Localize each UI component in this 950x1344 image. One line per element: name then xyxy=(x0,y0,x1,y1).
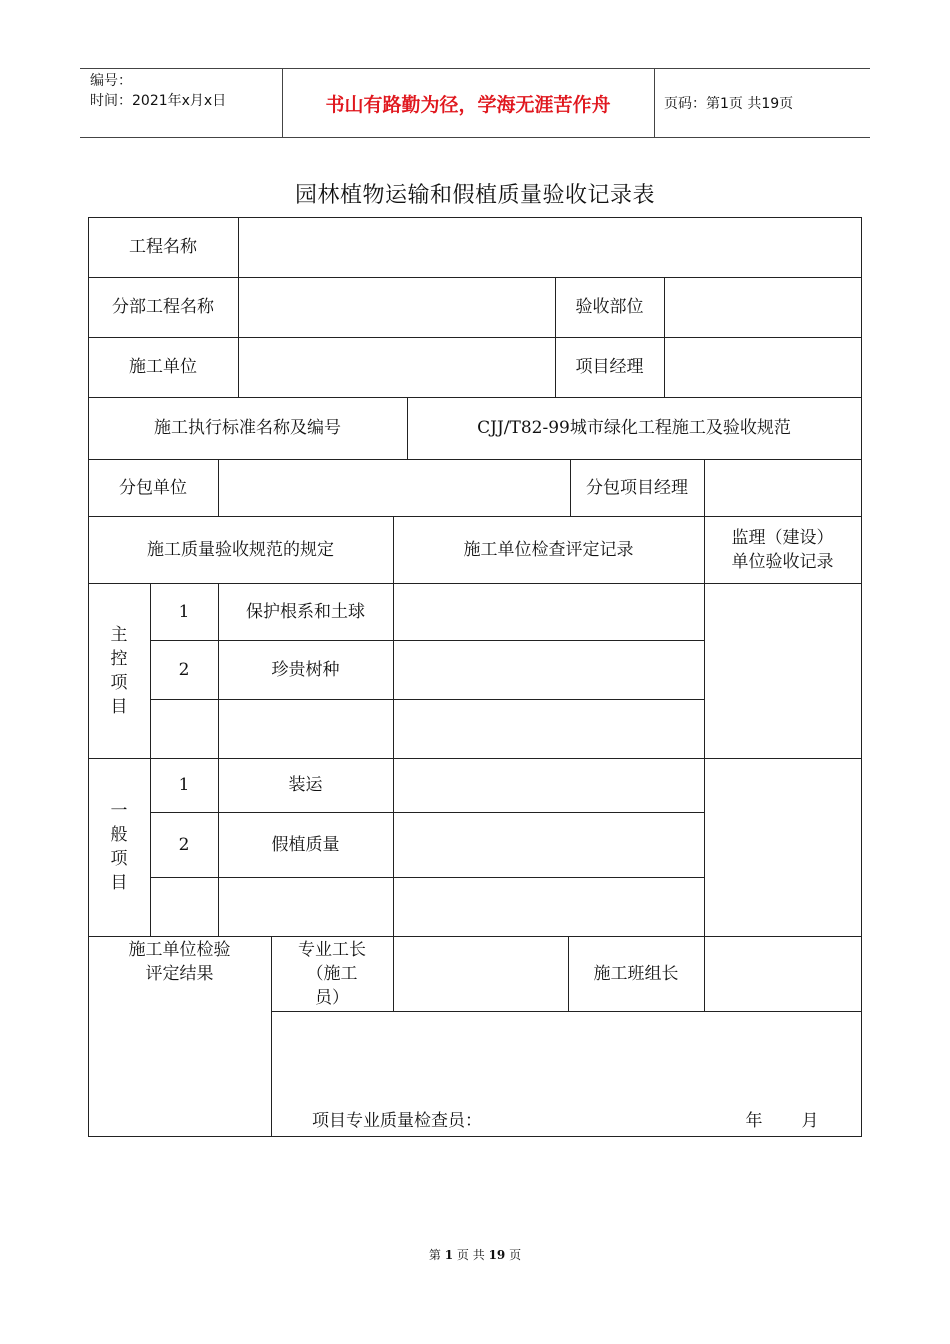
main-item-number: 1 xyxy=(178,601,190,622)
time-label: 时间：2021年x月x日 xyxy=(90,93,227,109)
h-line xyxy=(88,1136,862,1137)
footer-suffix: 页 xyxy=(509,1248,522,1262)
subcontract-unit-field[interactable] xyxy=(219,460,570,516)
general-item-record-field[interactable] xyxy=(394,878,704,936)
team-leader-field[interactable] xyxy=(705,937,861,1011)
group-char: 目 xyxy=(110,696,128,717)
subcontract-manager-label: 分包项目经理 xyxy=(586,477,688,498)
foreman-label xyxy=(271,936,393,1011)
general-item-number: 2 xyxy=(178,834,190,855)
project-manager-field[interactable] xyxy=(665,338,861,397)
subproject-label: 分部工程名称 xyxy=(112,297,214,317)
motto: 书山有路勤为径，学海无涯苦作舟 xyxy=(325,93,611,116)
main-control-group-label xyxy=(88,583,150,758)
general-group-label xyxy=(88,758,150,936)
supervision-header-line2: 单位验收记录 xyxy=(731,551,834,572)
footer-total: 19 xyxy=(488,1248,506,1262)
header-meta xyxy=(90,71,226,111)
general-item-record-field[interactable] xyxy=(394,813,704,877)
project-name-field[interactable] xyxy=(239,218,861,277)
team-leader-label: 施工班组长 xyxy=(593,963,679,984)
acceptance-part-label: 验收部位 xyxy=(575,297,644,317)
standard-label: 施工执行标准名称及编号 xyxy=(154,418,341,438)
main-item-name: 珍贵树种 xyxy=(271,659,340,680)
result-label xyxy=(88,936,271,990)
supervision-header-line1: 监理（建设） xyxy=(731,527,834,548)
subproject-field[interactable] xyxy=(239,278,555,337)
general-item-record-field[interactable] xyxy=(394,759,704,812)
result-comment-field[interactable] xyxy=(272,1012,861,1104)
group-char: 项 xyxy=(110,672,128,693)
spec-header: 施工质量验收规范的规定 xyxy=(147,539,334,560)
group-char: 项 xyxy=(110,849,128,869)
group-char: 目 xyxy=(110,873,128,893)
number-label: 编号： xyxy=(90,73,132,89)
foreman-line1: 专业工长 xyxy=(298,939,366,960)
main-item-number: 2 xyxy=(178,659,190,680)
main-item-record-field[interactable] xyxy=(394,700,704,758)
page-footer xyxy=(0,1246,950,1263)
project-manager-label: 项目经理 xyxy=(575,357,644,377)
month-label: 月 xyxy=(801,1111,819,1131)
foreman-line3: 员） xyxy=(315,987,349,1008)
group-char: 一 xyxy=(110,801,128,821)
construction-unit-label: 施工单位 xyxy=(129,357,197,377)
form-title: 园林植物运输和假植质量验收记录表 xyxy=(294,183,655,208)
supervision-header xyxy=(704,516,861,583)
result-label-line2: 评定结果 xyxy=(145,964,214,984)
general-item-name: 假植质量 xyxy=(271,834,340,855)
inspector-label: 项目专业质量检查员： xyxy=(312,1111,482,1131)
check-record-header: 施工单位检查评定记录 xyxy=(463,539,634,560)
general-supervision-field[interactable] xyxy=(705,759,861,936)
main-item-record-field[interactable] xyxy=(394,641,704,699)
main-supervision-field[interactable] xyxy=(705,584,861,758)
footer-prefix: 第 xyxy=(428,1248,441,1262)
footer-mid: 页 共 xyxy=(456,1248,485,1262)
acceptance-part-field[interactable] xyxy=(665,278,861,337)
main-item-name: 保护根系和土球 xyxy=(246,601,365,622)
foreman-line2: （施工 xyxy=(306,963,358,984)
subcontract-manager-field[interactable] xyxy=(705,460,861,516)
group-char: 主 xyxy=(110,624,128,645)
foreman-field[interactable] xyxy=(394,937,568,1011)
year-label: 年 xyxy=(745,1111,763,1131)
general-item-name: 装运 xyxy=(288,775,323,795)
group-char: 控 xyxy=(110,648,128,669)
header-divider xyxy=(654,69,655,137)
subcontract-unit-label: 分包单位 xyxy=(119,477,187,498)
document-header xyxy=(80,68,870,138)
page-info: 页码：第1页 共19页 xyxy=(664,96,794,112)
standard-value: CJJ/T82-99城市绿化工程施工及验收规范 xyxy=(477,418,791,438)
main-item-record-field[interactable] xyxy=(394,584,704,640)
footer-page: 1 xyxy=(444,1248,454,1262)
result-label-line1: 施工单位检验 xyxy=(128,940,231,960)
construction-unit-field[interactable] xyxy=(239,338,555,397)
group-char: 般 xyxy=(110,825,128,845)
general-item-number: 1 xyxy=(178,775,190,795)
v-line xyxy=(861,217,862,1137)
project-name-label: 工程名称 xyxy=(129,237,197,257)
